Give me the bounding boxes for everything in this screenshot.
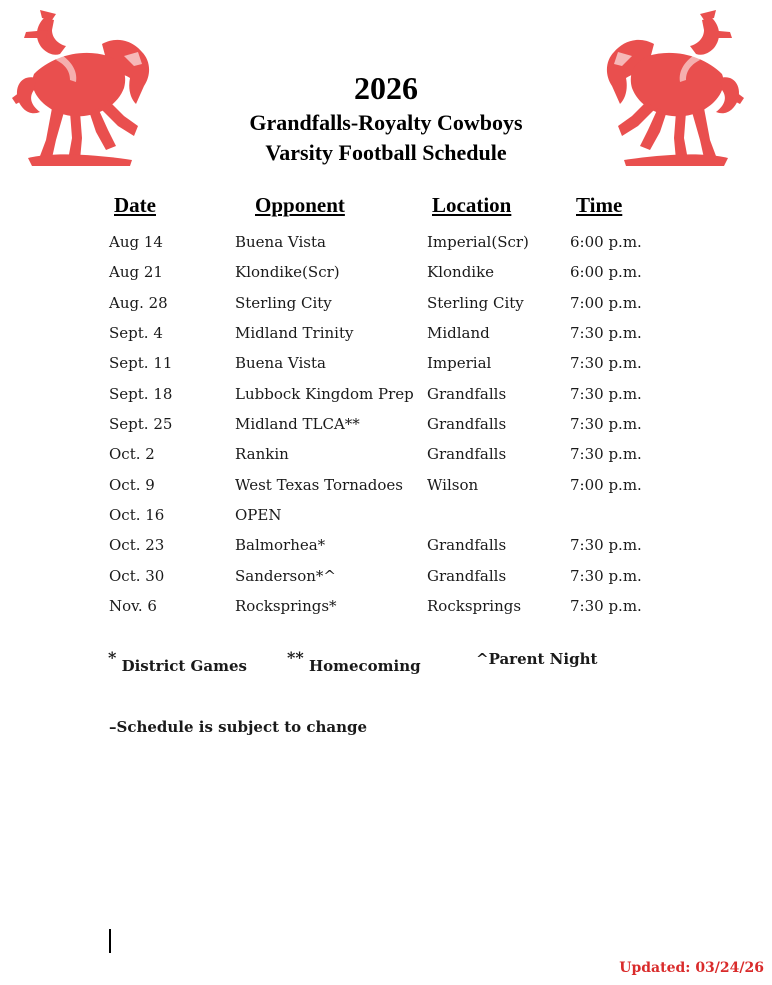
text-cursor[interactable] — [109, 929, 111, 953]
schedule-row — [0, 318, 772, 348]
game-time: 7:00 p.m. — [570, 293, 642, 312]
game-time: 7:30 p.m. — [570, 566, 642, 585]
schedule-subtitle: Varsity Football Schedule — [265, 140, 507, 165]
legend-district-games — [108, 650, 247, 675]
game-location: Wilson — [427, 475, 479, 494]
schedule-row — [0, 257, 772, 287]
game-opponent: Rankin — [235, 445, 289, 464]
title-block — [0, 68, 772, 168]
team-name: Grandfalls-Royalty Cowboys — [249, 110, 523, 135]
game-date: Oct. 23 — [109, 536, 165, 555]
homecoming-label: Homecoming — [303, 657, 421, 675]
game-date: Oct. 2 — [109, 445, 155, 464]
game-date: Aug. 28 — [109, 293, 168, 312]
updated-date: Updated: 03/24/26 — [619, 960, 764, 976]
legend-homecoming — [287, 650, 421, 675]
game-location: Imperial — [427, 354, 492, 373]
game-time: 7:30 p.m. — [570, 354, 642, 373]
schedule-row — [0, 348, 772, 378]
schedule-row — [0, 500, 772, 530]
game-location: Grandfalls — [427, 384, 507, 403]
schedule-row — [0, 227, 772, 257]
legend-parent-night: ^Parent Night — [476, 650, 598, 668]
game-date: Oct. 30 — [109, 566, 165, 585]
column-header-time: Time — [576, 193, 623, 217]
game-location: Sterling City — [427, 293, 524, 312]
game-location: Midland — [427, 323, 490, 342]
game-date: Aug 14 — [109, 233, 163, 251]
game-opponent: Buena Vista — [235, 233, 326, 251]
game-location: Klondike — [427, 263, 495, 282]
schedule-row — [0, 379, 772, 409]
game-location: Grandfalls — [427, 566, 507, 585]
schedule-table — [0, 227, 772, 621]
schedule-row — [0, 409, 772, 439]
schedule-row — [0, 591, 772, 621]
game-date: Sept. 18 — [109, 384, 173, 403]
game-time: 7:00 p.m. — [570, 475, 642, 494]
game-opponent: OPEN — [235, 505, 282, 524]
game-opponent: Balmorhea* — [235, 536, 326, 555]
column-header-date: Date — [114, 193, 156, 217]
schedule-change-note: –Schedule is subject to change — [109, 718, 368, 736]
homecoming-mark: ** — [287, 648, 304, 667]
game-date: Sept. 25 — [109, 414, 173, 433]
game-location: Rocksprings — [427, 596, 522, 615]
schedule-year: 2026 — [354, 70, 418, 106]
game-time: 7:30 p.m. — [570, 536, 642, 555]
game-location: Grandfalls — [427, 536, 507, 555]
game-time: 7:30 p.m. — [570, 323, 642, 342]
game-opponent: Midland TLCA** — [235, 414, 360, 433]
game-opponent: Rocksprings* — [235, 596, 337, 615]
game-time: 6:00 p.m. — [570, 263, 642, 282]
game-time: 7:30 p.m. — [570, 596, 642, 615]
schedule-row — [0, 288, 772, 318]
column-header-location: Location — [432, 193, 512, 217]
game-opponent: Klondike(Scr) — [235, 263, 340, 282]
schedule-row — [0, 561, 772, 591]
schedule-row — [0, 470, 772, 500]
schedule-row — [0, 530, 772, 560]
district-mark: * — [108, 648, 117, 667]
game-date: Sept. 11 — [109, 354, 173, 373]
game-date: Aug 21 — [109, 263, 163, 282]
game-time: 6:00 p.m. — [570, 233, 642, 251]
game-time: 7:30 p.m. — [570, 414, 642, 433]
game-opponent: Sterling City — [235, 293, 332, 312]
schedule-row — [0, 439, 772, 469]
game-location: Grandfalls — [427, 414, 507, 433]
game-time: 7:30 p.m. — [570, 384, 642, 403]
game-date: Nov. 6 — [109, 596, 157, 615]
district-label: District Games — [116, 657, 247, 675]
game-opponent: Lubbock Kingdom Prep — [235, 384, 414, 403]
game-opponent: West Texas Tornadoes — [235, 475, 404, 494]
game-opponent: Sanderson*^ — [235, 566, 336, 585]
game-time: 7:30 p.m. — [570, 445, 642, 464]
game-location: Imperial(Scr) — [427, 233, 529, 251]
game-date: Oct. 16 — [109, 505, 165, 524]
column-header-opponent: Opponent — [255, 193, 345, 217]
game-date: Oct. 9 — [109, 475, 155, 494]
game-location: Grandfalls — [427, 445, 507, 464]
game-date: Sept. 4 — [109, 323, 163, 342]
game-opponent: Midland Trinity — [235, 323, 354, 342]
game-opponent: Buena Vista — [235, 354, 326, 373]
